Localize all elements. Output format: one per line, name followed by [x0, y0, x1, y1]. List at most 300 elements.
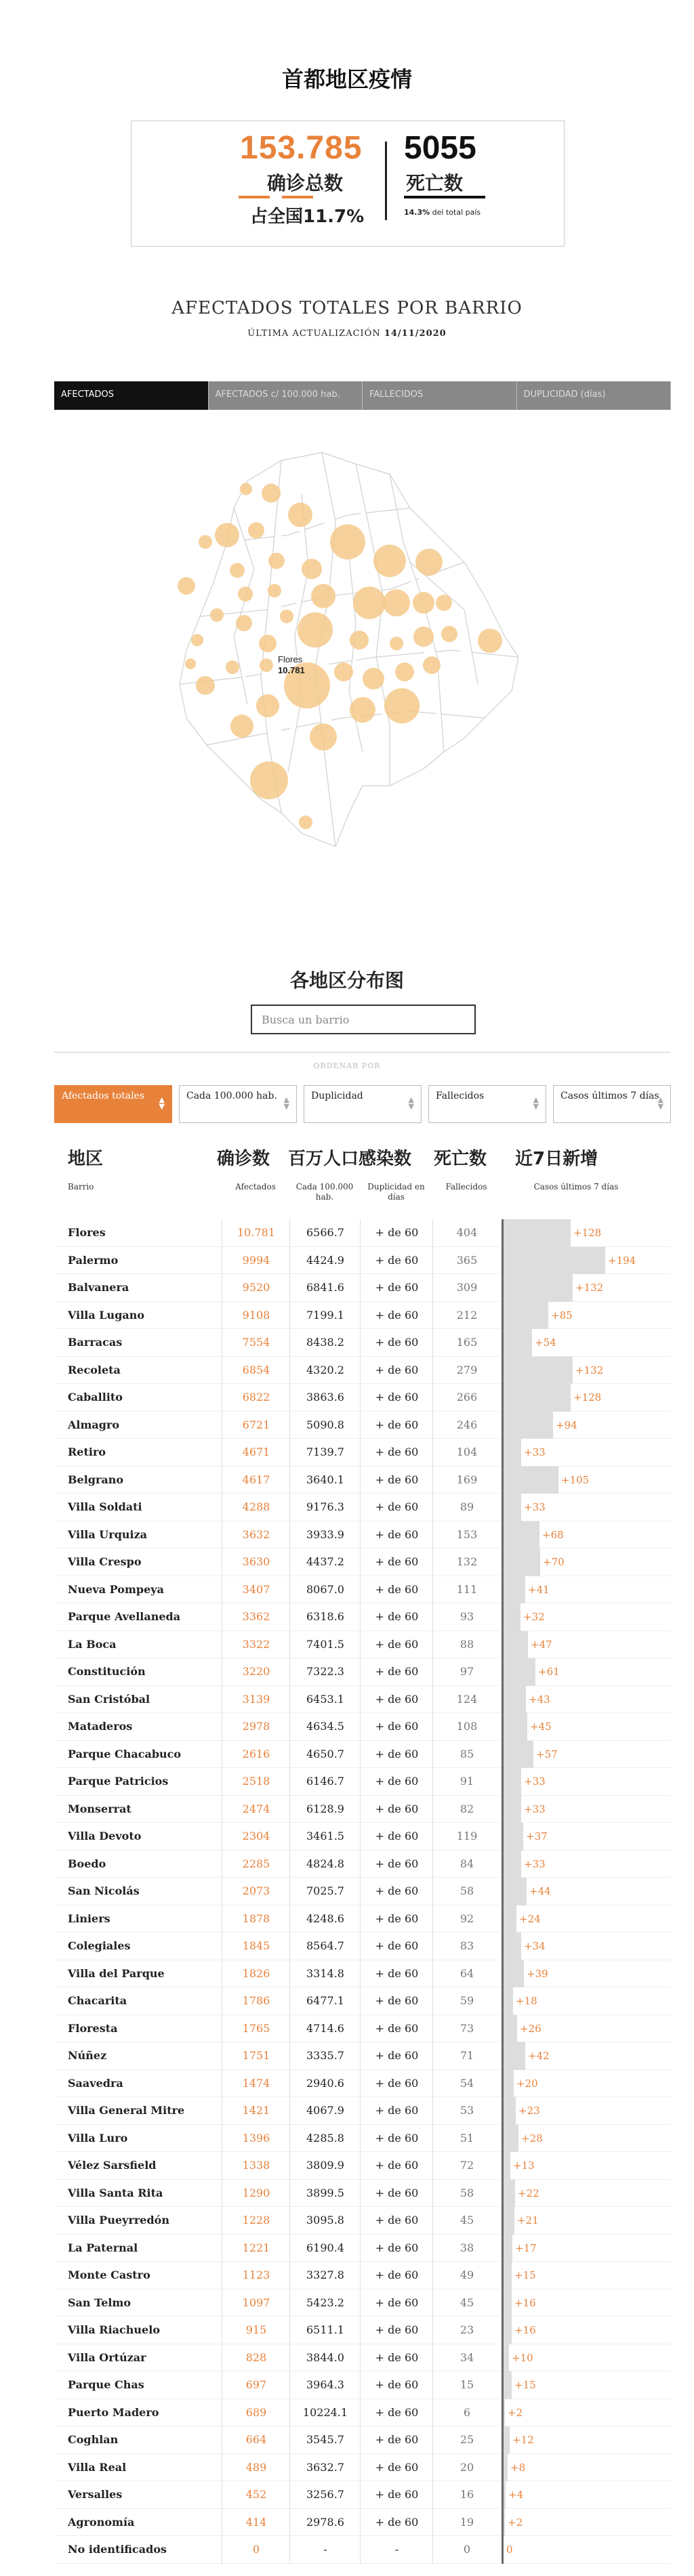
new-cases-value: +15: [514, 2379, 536, 2391]
sort-arrows-icon: ▲ ▼: [283, 1095, 289, 1111]
afectados-value: 1845: [222, 1933, 290, 1960]
bar-fill: [504, 2180, 515, 2208]
duplicidad-value: + de 60: [360, 2125, 433, 2153]
fallecidos-value: 88: [432, 1631, 501, 1659]
duplicidad-value: + de 60: [360, 2399, 433, 2427]
bar-fill: [504, 1219, 571, 1247]
bar-fill: [504, 1302, 548, 1330]
rate-value: 4824.8: [289, 1851, 361, 1878]
bar-fill: [504, 2262, 512, 2289]
barrio-name: Nueva Pompeya: [68, 1582, 164, 1596]
new-cases-bar: [502, 2152, 535, 2180]
rate-value: 3461.5: [289, 1823, 361, 1851]
sort-buttons: [54, 1085, 671, 1123]
new-cases-bar: [502, 1796, 546, 1823]
fallecidos-value: 246: [432, 1412, 501, 1439]
fallecidos-value: 64: [432, 1960, 501, 1988]
rate-value: 3844.0: [289, 2344, 361, 2372]
barrio-map[interactable]: [166, 434, 546, 853]
new-cases-bar: [502, 1768, 546, 1796]
bar-fill: [504, 2344, 509, 2372]
fallecidos-value: 212: [432, 1302, 501, 1330]
barrio-bubble: [302, 559, 322, 579]
fallecidos-value: 53: [432, 2097, 501, 2125]
barrio-table: [54, 1219, 671, 2564]
new-cases-bar: [502, 1384, 602, 1412]
sort-label-text: Duplicidad: [311, 1091, 363, 1101]
barrio-name: Monserrat: [68, 1802, 131, 1815]
new-cases-value: +28: [521, 2132, 543, 2145]
new-cases-bar: [502, 1713, 552, 1741]
rate-value: 3545.7: [289, 2426, 361, 2454]
deaths-pct-text: del total país: [432, 208, 481, 217]
new-cases-value: +41: [528, 1583, 550, 1596]
table-row: [54, 1219, 671, 1247]
table-row: [54, 2207, 671, 2235]
new-cases-value: +44: [529, 1885, 551, 1897]
rate-value: 3863.6: [289, 1384, 361, 1412]
afectados-value: 689: [222, 2399, 290, 2427]
barrio-bubble: [334, 662, 353, 681]
col-barrio: Barrio: [68, 1182, 94, 1191]
rate-value: 7199.1: [289, 1302, 361, 1330]
rate-value: 4067.9: [289, 2097, 361, 2125]
sort-fallecidos-button[interactable]: [428, 1085, 546, 1123]
updated-label: ÚLTIMA ACTUALIZACIÓN: [247, 329, 381, 339]
new-cases-value: +70: [543, 1556, 565, 1568]
barrio-bubble: [288, 503, 312, 527]
barrio-bubble: [248, 522, 264, 539]
barrio-name: Villa Ortúzar: [68, 2350, 146, 2364]
stats-divider: [385, 142, 387, 220]
barrio-name: Villa General Mitre: [68, 2104, 185, 2117]
new-cases-bar: [502, 1274, 604, 1302]
bar-fill: [504, 1905, 516, 1933]
zh-header-barrio: 地区: [68, 1149, 104, 1169]
afectados-value: 3632: [222, 1521, 290, 1549]
new-cases-value: +13: [513, 2159, 535, 2172]
fallecidos-value: 124: [432, 1686, 501, 1714]
afectados-value: 2616: [222, 1741, 290, 1769]
barrio-name: Parque Avellaneda: [68, 1610, 181, 1623]
new-cases-value: +94: [556, 1418, 577, 1431]
bar-fill: [504, 2317, 512, 2344]
bar-fill: [504, 1686, 526, 1714]
sort-afectados-button[interactable]: [54, 1085, 172, 1123]
bar-fill: [504, 1851, 521, 1878]
barrio-bubble: [384, 688, 420, 723]
duplicidad-value: + de 60: [360, 2152, 433, 2180]
duplicidad-value: + de 60: [360, 1219, 433, 1247]
col-dup: Duplicidad en días: [367, 1182, 425, 1202]
rate-value: 3335.7: [289, 2042, 361, 2070]
rate-value: 5090.8: [289, 1412, 361, 1439]
rate-value: 7322.3: [289, 1658, 361, 1686]
duplicidad-value: + de 60: [360, 1576, 433, 1604]
rate-value: -: [289, 2536, 361, 2564]
table-row: [54, 2152, 671, 2180]
zh-header-rate: 百万人口感染数: [288, 1149, 412, 1169]
rate-value: 7401.5: [289, 1631, 361, 1659]
afectados-value: 10.781: [222, 1219, 290, 1247]
barrio-name: Liniers: [68, 1912, 110, 1925]
fallecidos-value: 72: [432, 2152, 501, 2180]
new-cases-value: +105: [561, 1473, 590, 1486]
table-row: [54, 1768, 671, 1796]
zh-headers: [54, 1145, 671, 1169]
barrio-bubble: [215, 523, 239, 547]
sort-100k-button[interactable]: [179, 1085, 297, 1123]
table-row: [54, 2042, 671, 2070]
fallecidos-value: 91: [432, 1768, 501, 1796]
bar-fill: [504, 1796, 521, 1823]
col-new: Casos últimos 7 días: [533, 1182, 619, 1191]
barrio-name: Parque Chas: [68, 2378, 144, 2391]
barrio-name: Villa del Parque: [68, 1966, 165, 1980]
table-row: [54, 2454, 671, 2482]
sort-arrows-icon: ▲ ▼: [533, 1095, 539, 1111]
duplicidad-value: + de 60: [360, 1796, 433, 1823]
deaths-percentage: [404, 208, 481, 217]
afectados-value: 2073: [222, 1878, 290, 1905]
column-headers: [54, 1175, 671, 1216]
table-row: [54, 1548, 671, 1576]
rate-value: 6190.4: [289, 2235, 361, 2262]
fallecidos-value: 111: [432, 1576, 501, 1604]
new-cases-value: +17: [515, 2241, 537, 2254]
new-cases-bar: [502, 1219, 602, 1247]
barrio-bubble: [240, 483, 252, 495]
map-tabs: [54, 381, 671, 410]
table-row: [54, 1960, 671, 1988]
table-row: [54, 2097, 671, 2125]
fallecidos-value: 20: [432, 2454, 501, 2482]
barrio-bubble: [395, 662, 414, 681]
new-cases-value: +85: [551, 1309, 573, 1322]
barrio-name: Retiro: [68, 1445, 106, 1458]
table-row: [54, 1439, 671, 1466]
rate-value: 6566.7: [289, 1219, 361, 1247]
duplicidad-value: + de 60: [360, 2509, 433, 2537]
table-row: [54, 1494, 671, 1521]
new-cases-bar: [502, 1960, 548, 1988]
table-row: [54, 2371, 671, 2399]
afectados-value: 1221: [222, 2235, 290, 2262]
new-cases-value: +18: [516, 1995, 537, 2007]
table-row: [54, 1603, 671, 1631]
duplicidad-value: + de 60: [360, 2015, 433, 2043]
sort-duplicidad-button[interactable]: [304, 1085, 422, 1123]
barrio-name: La Paternal: [68, 2241, 138, 2254]
fallecidos-value: 132: [432, 1548, 501, 1576]
fallecidos-value: 119: [432, 1823, 501, 1851]
map-updated: [0, 329, 694, 339]
updated-date: 14/11/2020: [384, 329, 447, 339]
fallecidos-value: 54: [432, 2070, 501, 2098]
table-row: [54, 1905, 671, 1933]
rate-value: 4285.8: [289, 2125, 361, 2153]
afectados-value: 828: [222, 2344, 290, 2372]
barrio-name: Villa Devoto: [68, 1830, 142, 1842]
barrio-name: Villa Soldati: [68, 1500, 142, 1513]
afectados-value: 3322: [222, 1631, 290, 1659]
barrio-name: Mataderos: [68, 1720, 133, 1733]
new-cases-bar: [502, 1631, 552, 1659]
new-cases-value: +2: [508, 2406, 523, 2419]
table-row: [54, 1302, 671, 1330]
duplicidad-value: + de 60: [360, 2317, 433, 2344]
afectados-value: 1123: [222, 2262, 290, 2289]
fallecidos-value: 73: [432, 2015, 501, 2043]
afectados-value: 1826: [222, 1960, 290, 1988]
sort-arrows-icon: ▲ ▼: [657, 1095, 664, 1111]
fallecidos-value: 108: [432, 1713, 501, 1741]
bar-fill: [504, 1357, 573, 1385]
bar-fill: [504, 1548, 540, 1576]
rate-value: 8067.0: [289, 1576, 361, 1604]
barrio-name: Villa Pueyrredón: [68, 2214, 169, 2226]
barrio-name: Barracas: [68, 1336, 123, 1349]
fallecidos-value: 16: [432, 2481, 501, 2509]
duplicidad-value: + de 60: [360, 1768, 433, 1796]
new-cases-value: +128: [573, 1227, 602, 1239]
barrio-name: Villa Urquiza: [68, 1527, 148, 1541]
sort-label-text: Afectados totales: [62, 1091, 145, 1101]
afectados-value: 4288: [222, 1494, 290, 1521]
table-row: [54, 1384, 671, 1412]
duplicidad-value: + de 60: [360, 1823, 433, 1851]
barrio-name: Floresta: [68, 2021, 118, 2035]
table-row: [54, 1631, 671, 1659]
new-cases-bar: [502, 2317, 536, 2344]
bar-fill: [504, 1247, 605, 1275]
new-cases-bar: [502, 2399, 523, 2427]
table-row: [54, 1741, 671, 1769]
tab-duplicidad[interactable]: DUPLICIDAD (días): [517, 381, 672, 410]
fallecidos-value: 83: [432, 1933, 501, 1960]
table-row: [54, 1823, 671, 1851]
tab-afectados-100k[interactable]: AFECTADOS c/ 100.000 hab.: [209, 381, 363, 410]
rate-value: 4437.2: [289, 1548, 361, 1576]
duplicidad-value: + de 60: [360, 1329, 433, 1357]
duplicidad-value: + de 60: [360, 1603, 433, 1631]
new-cases-value: +20: [516, 2077, 538, 2090]
duplicidad-value: + de 60: [360, 1247, 433, 1275]
afectados-value: 6721: [222, 1412, 290, 1439]
afectados-value: 1878: [222, 1905, 290, 1933]
zh-header-afectados: 确诊数: [217, 1149, 270, 1169]
bar-fill: [504, 1274, 573, 1302]
new-cases-value: +21: [517, 2214, 539, 2226]
fallecidos-value: 0: [432, 2536, 501, 2564]
new-cases-bar: [502, 2125, 543, 2153]
fallecidos-value: 25: [432, 2426, 501, 2454]
rate-value: 3964.3: [289, 2371, 361, 2399]
barrio-name: San Cristóbal: [68, 1692, 150, 1706]
duplicidad-value: + de 60: [360, 2426, 433, 2454]
sort-arrows-icon: ▲ ▼: [159, 1095, 165, 1111]
barrio-bubble: [268, 584, 281, 597]
new-cases-value: 0: [506, 2543, 513, 2556]
table-title: 各地区分布图: [289, 969, 404, 992]
fallecidos-value: 404: [432, 1219, 501, 1247]
barrio-bubble: [178, 577, 195, 595]
barrio-name: Villa Luro: [68, 2131, 128, 2145]
rate-value: 4714.6: [289, 2015, 361, 2043]
new-cases-value: +23: [518, 2105, 540, 2117]
barrio-name: Recoleta: [68, 1363, 121, 1376]
duplicidad-value: + de 60: [360, 1713, 433, 1741]
fallecidos-value: 34: [432, 2344, 501, 2372]
deaths-accent-bar: [404, 196, 485, 198]
new-cases-value: +194: [608, 1254, 636, 1267]
barrio-name: La Boca: [68, 1637, 117, 1651]
rate-value: 6146.7: [289, 1768, 361, 1796]
bar-fill: [504, 2042, 525, 2070]
bar-fill: [504, 2235, 512, 2262]
barrio-name: Villa Real: [68, 2460, 127, 2474]
stats-box: [131, 121, 565, 247]
table-row: [54, 1933, 671, 1960]
fallecidos-value: 19: [432, 2509, 501, 2537]
afectados-value: 7554: [222, 1329, 290, 1357]
col-dead: Fallecidos: [445, 1182, 487, 1191]
new-cases-value: +33: [524, 1802, 546, 1815]
barrio-bubble: [441, 626, 457, 642]
national-share: 占全国11.7%: [250, 207, 365, 227]
new-cases-bar: [502, 1905, 541, 1933]
new-cases-bar: [502, 2426, 534, 2454]
fallecidos-value: 45: [432, 2207, 501, 2235]
map-tooltip-value: 10.781: [278, 665, 305, 675]
new-cases-value: +39: [527, 1967, 548, 1980]
sort-arrows-icon: ▲ ▼: [408, 1095, 414, 1111]
afectados-value: 1474: [222, 2070, 290, 2098]
barrio-name: San Nicolás: [68, 1884, 140, 1897]
bar-fill: [504, 1329, 532, 1357]
barrio-name: Villa Santa Rita: [68, 2186, 163, 2199]
barrio-name: Constitución: [68, 1665, 146, 1678]
afectados-value: 2474: [222, 1796, 290, 1823]
duplicidad-value: + de 60: [360, 1384, 433, 1412]
fallecidos-value: 85: [432, 1741, 501, 1769]
map-title: AFECTADOS TOTALES POR BARRIO: [171, 298, 523, 318]
fallecidos-value: 38: [432, 2235, 501, 2262]
table-row: [54, 2262, 671, 2289]
new-cases-value: +15: [514, 2269, 536, 2281]
rate-value: 3809.9: [289, 2152, 361, 2180]
sort-label-text: Fallecidos: [436, 1091, 485, 1101]
bar-fill: [504, 2097, 516, 2125]
bar-fill: [504, 1384, 571, 1412]
duplicidad-value: + de 60: [360, 1933, 433, 1960]
table-row: [54, 1878, 671, 1905]
bar-fill: [504, 2481, 506, 2509]
barrio-name: Villa Lugano: [68, 1308, 145, 1322]
new-cases-value: +16: [514, 2324, 536, 2336]
barrio-name: Palermo: [68, 1253, 119, 1267]
new-cases-value: +34: [524, 1940, 546, 1952]
new-cases-value: +33: [524, 1857, 546, 1870]
duplicidad-value: + de 60: [360, 1494, 433, 1521]
new-cases-bar: [502, 2344, 533, 2372]
table-row: [54, 1521, 671, 1549]
new-cases-value: +42: [528, 2050, 550, 2062]
afectados-value: 3407: [222, 1576, 290, 1604]
duplicidad-value: + de 60: [360, 1960, 433, 1988]
rate-value: 3256.7: [289, 2481, 361, 2509]
table-row: [54, 1987, 671, 2015]
table-row: [54, 1658, 671, 1686]
barrio-bubble: [353, 587, 386, 619]
bar-fill: [504, 1987, 513, 2015]
new-cases-bar: [502, 1247, 636, 1275]
duplicidad-value: + de 60: [360, 1274, 433, 1302]
duplicidad-value: + de 60: [360, 2207, 433, 2235]
new-cases-value: +47: [531, 1638, 552, 1651]
new-cases-bar: [502, 2371, 536, 2399]
afectados-value: 9994: [222, 1247, 290, 1275]
tab-fallecidos[interactable]: FALLECIDOS: [363, 381, 517, 410]
new-cases-bar: [502, 2097, 540, 2125]
table-row: [54, 2015, 671, 2043]
new-cases-bar: [502, 1658, 560, 1686]
map-svg[interactable]: [166, 434, 546, 853]
rate-value: 3327.8: [289, 2262, 361, 2289]
table-row: [54, 2180, 671, 2208]
table-row: [54, 1329, 671, 1357]
new-cases-bar: [502, 2289, 536, 2317]
new-cases-bar: [502, 1548, 565, 1576]
rate-value: 4424.9: [289, 1247, 361, 1275]
afectados-value: 1338: [222, 2152, 290, 2180]
duplicidad-value: + de 60: [360, 1548, 433, 1576]
barrio-bubble: [383, 589, 410, 616]
afectados-value: 1228: [222, 2207, 290, 2235]
tab-afectados[interactable]: AFECTADOS: [54, 381, 209, 410]
bar-fill: [504, 2070, 514, 2098]
cases-accent-bar: [239, 196, 270, 198]
map-tooltip-name: Flores: [278, 654, 303, 664]
new-cases-value: +61: [538, 1666, 560, 1678]
rate-value: 10224.1: [289, 2399, 361, 2427]
rate-value: 3632.7: [289, 2454, 361, 2482]
fallecidos-value: 93: [432, 1603, 501, 1631]
rate-value: 4248.6: [289, 1905, 361, 1933]
search-input[interactable]: Busca un barrio: [251, 1005, 476, 1034]
sort-7dias-button[interactable]: [553, 1085, 671, 1123]
sort-label-text: Casos últimos 7 días: [560, 1091, 659, 1101]
duplicidad-value: + de 60: [360, 1686, 433, 1714]
table-row: [54, 2536, 671, 2564]
barrio-bubble: [268, 553, 285, 569]
duplicidad-value: + de 60: [360, 1851, 433, 1878]
fallecidos-value: 59: [432, 1987, 501, 2015]
total-cases-label: 确诊总数: [267, 172, 344, 194]
zh-header-deaths: 死亡数: [434, 1149, 487, 1169]
rate-value: 3899.5: [289, 2180, 361, 2208]
new-cases-bar: [502, 2454, 526, 2482]
afectados-value: 2304: [222, 1823, 290, 1851]
duplicidad-value: + de 60: [360, 2289, 433, 2317]
duplicidad-value: + de 60: [360, 2180, 433, 2208]
bar-fill: [504, 2015, 517, 2043]
duplicidad-value: + de 60: [360, 2070, 433, 2098]
bar-fill: [504, 2125, 518, 2153]
new-cases-bar: [502, 1329, 556, 1357]
duplicidad-value: + de 60: [360, 2481, 433, 2509]
bar-fill: [504, 1631, 528, 1659]
